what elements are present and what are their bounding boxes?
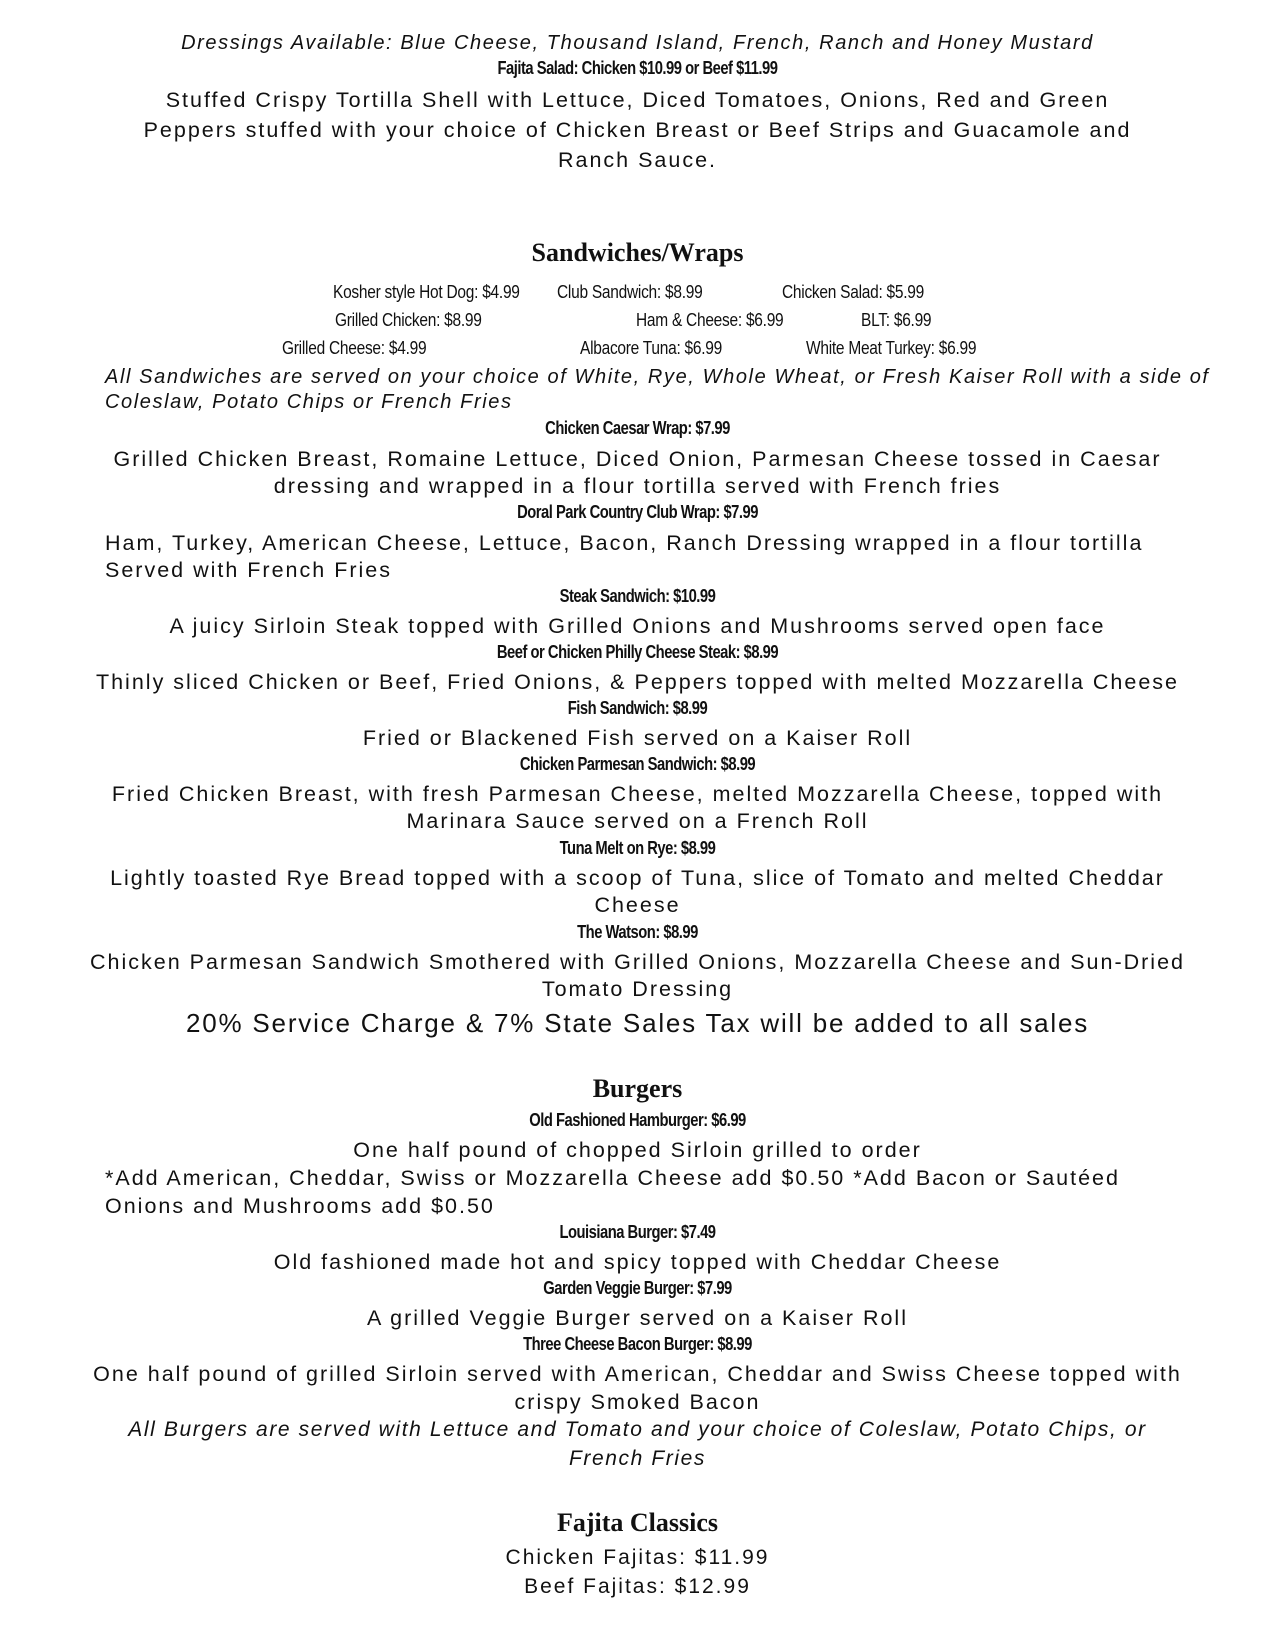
item-name-doral-park-wrap: Doral Park Country Club Wrap: $7.99 [517, 502, 758, 522]
item-desc-line: One half pound of chopped Sirloin grilled to order [353, 1138, 922, 1162]
item-name-steak-sandwich: Steak Sandwich: $10.99 [559, 586, 716, 606]
item-desc-line: Chicken Parmesan Sandwich Smothered with Grilled Onions, Mozzarella Cheese and Sun-Dried [90, 950, 1185, 974]
item-desc-line: Thinly sliced Chicken or Beef, Fried Onions, & Peppers topped with melted Mozzarella Cheese [95, 670, 1180, 694]
grid-item-club-sandwich: Club Sandwich: $8.99 [557, 282, 703, 302]
item-desc-line: Tomato Dressing [541, 977, 734, 1001]
sandwiches-served-note-line: Coleslaw, Potato Chips or French Fries [105, 391, 513, 413]
grid-item-blt: BLT: $6.99 [861, 310, 932, 330]
dressings-note: Dressings Available: Blue Cheese, Thousand Island, French, Ranch and Honey Mustard [181, 32, 1094, 54]
fajita-item-beef: Beef Fajitas: $12.99 [524, 1575, 751, 1598]
item-desc-line: Fried or Blackened Fish served on a Kaiser Roll [362, 726, 913, 750]
burger-addons-line: Onions and Mushrooms add $0.50 [105, 1194, 495, 1218]
item-desc-line: A juicy Sirloin Steak topped with Grilled Onions and Mushrooms served open face [169, 614, 1106, 638]
grid-item-ham-cheese: Ham & Cheese: $6.99 [636, 310, 784, 330]
item-name-fish-sandwich: Fish Sandwich: $8.99 [567, 698, 708, 718]
sandwiches-served-note-line: All Sandwiches are served on your choice of White, Rye, Whole Wheat, or Fresh Kaiser Roll with a side of [105, 366, 1210, 388]
grid-item-grilled-chicken: Grilled Chicken: $8.99 [335, 310, 482, 330]
grid-item-hot-dog: Kosher style Hot Dog: $4.99 [333, 282, 520, 302]
item-name-three-cheese-bacon-burger: Three Cheese Bacon Burger: $8.99 [523, 1334, 752, 1354]
item-desc-line: Grilled Chicken Breast, Romaine Lettuce, Diced Onion, Parmesan Cheese tossed in Caesar [113, 447, 1162, 471]
grid-item-grilled-cheese: Grilled Cheese: $4.99 [282, 338, 427, 358]
section-heading-burgers: Burgers [592, 1074, 683, 1103]
item-desc-line: Marinara Sauce served on a French Roll [406, 809, 869, 833]
fajita-item-chicken: Chicken Fajitas: $11.99 [505, 1546, 770, 1569]
item-desc-line: Served with French Fries [105, 558, 392, 582]
fajita-salad-desc-line: Peppers stuffed with your choice of Chicken Breast or Beef Strips and Guacamole and [143, 118, 1132, 142]
section-heading-sandwiches: Sandwiches/Wraps [531, 238, 744, 267]
burgers-served-note-line: French Fries [568, 1447, 707, 1470]
fajita-salad-desc-line: Ranch Sauce. [557, 148, 718, 172]
item-name-old-fashioned-hamburger: Old Fashioned Hamburger: $6.99 [529, 1110, 746, 1130]
item-desc-line: Cheese [594, 893, 681, 917]
burgers-served-note-line: All Burgers are served with Lettuce and Tomato and your choice of Coleslaw, Potato Chips, or [128, 1418, 1147, 1441]
item-name-tuna-melt: Tuna Melt on Rye: $8.99 [559, 838, 716, 858]
item-name-garden-veggie-burger: Garden Veggie Burger: $7.99 [543, 1278, 732, 1298]
item-name-louisiana-burger: Louisiana Burger: $7.49 [559, 1222, 716, 1242]
item-desc-line: One half pound of grilled Sirloin served with American, Cheddar and Swiss Cheese topped with [93, 1362, 1182, 1386]
fajita-salad-desc-line: Stuffed Crispy Tortilla Shell with Lettuce, Diced Tomatoes, Onions, Red and Green [165, 88, 1110, 112]
item-desc-line: dressing and wrapped in a flour tortilla served with French fries [273, 474, 1002, 498]
item-desc-line: Fried Chicken Breast, with fresh Parmesan Cheese, melted Mozzarella Cheese, topped with [111, 782, 1164, 806]
fajita-salad-name: Fajita Salad: Chicken $10.99 or Beef $11.99 [497, 58, 778, 78]
grid-item-white-meat-turkey: White Meat Turkey: $6.99 [806, 338, 977, 358]
item-desc-line: Ham, Turkey, American Cheese, Lettuce, Bacon, Ranch Dressing wrapped in a flour tortilla [105, 531, 1144, 555]
item-name-the-watson: The Watson: $8.99 [577, 922, 698, 942]
item-name-philly-cheese-steak: Beef or Chicken Philly Cheese Steak: $8.99 [496, 642, 779, 662]
burger-addons-line: *Add American, Cheddar, Swiss or Mozzarella Cheese add $0.50 *Add Bacon or Sautéed [105, 1166, 1120, 1190]
service-charge-notice: 20% Service Charge & 7% State Sales Tax will be added to all sales [185, 1008, 1090, 1038]
grid-item-albacore-tuna: Albacore Tuna: $6.99 [580, 338, 723, 358]
grid-item-chicken-salad: Chicken Salad: $5.99 [782, 282, 925, 302]
item-desc-line: Old fashioned made hot and spicy topped with Cheddar Cheese [273, 1250, 1002, 1274]
section-heading-fajita-classics: Fajita Classics [556, 1508, 719, 1537]
item-name-chicken-parmesan: Chicken Parmesan Sandwich: $8.99 [519, 754, 756, 774]
item-desc-line: crispy Smoked Bacon [514, 1390, 761, 1414]
item-desc-line: A grilled Veggie Burger served on a Kaiser Roll [367, 1306, 908, 1330]
item-name-chicken-caesar-wrap: Chicken Caesar Wrap: $7.99 [545, 418, 730, 438]
item-desc-line: Lightly toasted Rye Bread topped with a scoop of Tuna, slice of Tomato and melted Cheddar [110, 866, 1165, 890]
